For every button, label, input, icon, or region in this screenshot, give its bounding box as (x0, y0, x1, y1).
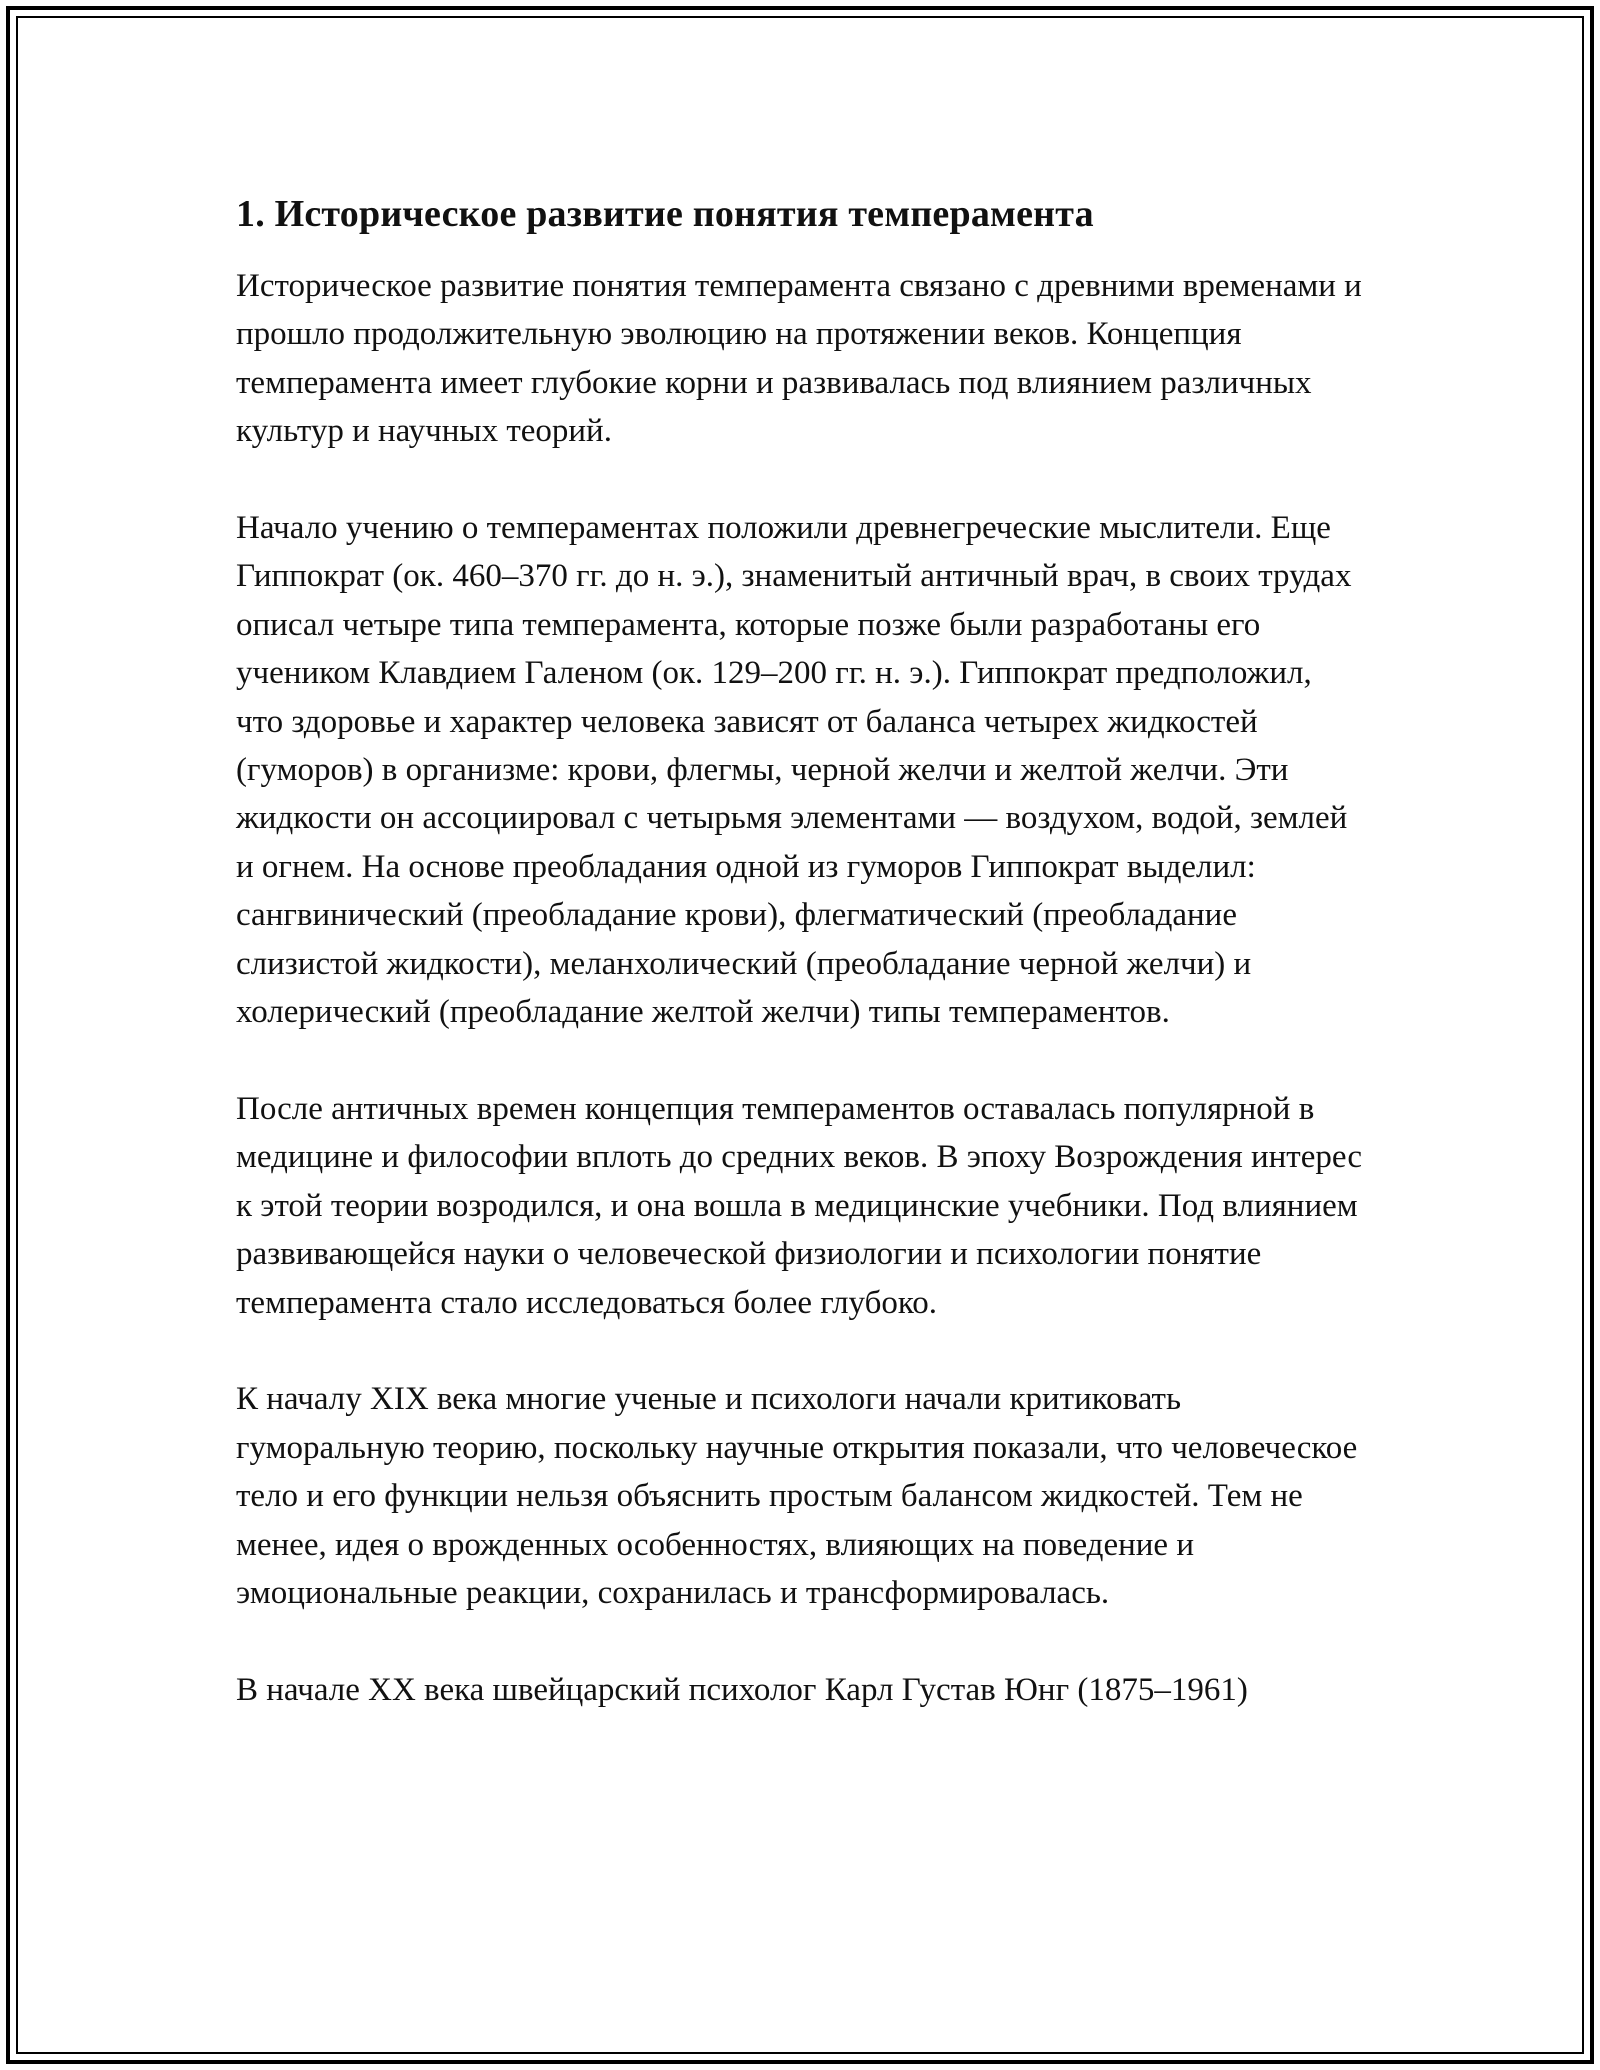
paragraph-hippocrates: Начало учению о темпераментах положили древнегреческие мыслители. Еще Гиппократ (ок. 460–370 гг. до н. э.), знаменитый античный врач, в своих трудах описал четыре типа темперамента, которые позже были разработаны его учеником Клавдием Галеном (ок. 129–200 гг. н. э.). Гиппократ предположил, что здоровье и характер человека зависят от баланса четырех жидкостей (гуморов) в организме: крови, флегмы, черной желчи и желтой желчи. Эти жидкости он ассоциировал с четырьмя элементами — воздухом, водой, землей и огнем. На основе преобладания одной из гуморов Гиппократ выделил: сангвинический (преобладание крови), флегматический (преобладание слизистой жидкости), меланхолический (преобладание черной желчи) и холерический (преобладание желтой желчи) типы темпераментов. (236, 510, 1352, 1031)
paragraph-jung: В начале XX века швейцарский психолог Карл Густав Юнг (1875–1961) (236, 1671, 1248, 1708)
document-body (236, 190, 1366, 1714)
paragraph-nineteenth-century: К началу XIX века многие ученые и психологи начали критиковать гуморальную теорию, поскольку научные открытия показали, что человеческое тело и его функции нельзя объяснить простым балансом жидкостей. Тем не менее, идея о врожденных особенностях, влияющих на поведение и эмоциональные реакции, сохранилась и трансформировалась. (236, 1381, 1358, 1611)
paragraph-renaissance: После античных времен концепция темпераментов оставалась популярной в медицине и философии вплоть до средних веков. В эпоху Возрождения интерес к этой теории возродился, и она вошла в медицинские учебники. Под влиянием развивающейся науки о человеческой физиологии и психологии понятие темперамента стало исследоваться более глубоко. (236, 1090, 1362, 1321)
section-heading: 1. Историческое развитие понятия темперамента (236, 193, 1094, 235)
paragraph-intro: Историческое развитие понятия темперамента связано с древними временами и прошло продолжительную эволюцию на протяжении веков. Концепция темперамента имеет глубокие корни и развивалась под влиянием различных культур и научных теорий. (236, 268, 1362, 450)
